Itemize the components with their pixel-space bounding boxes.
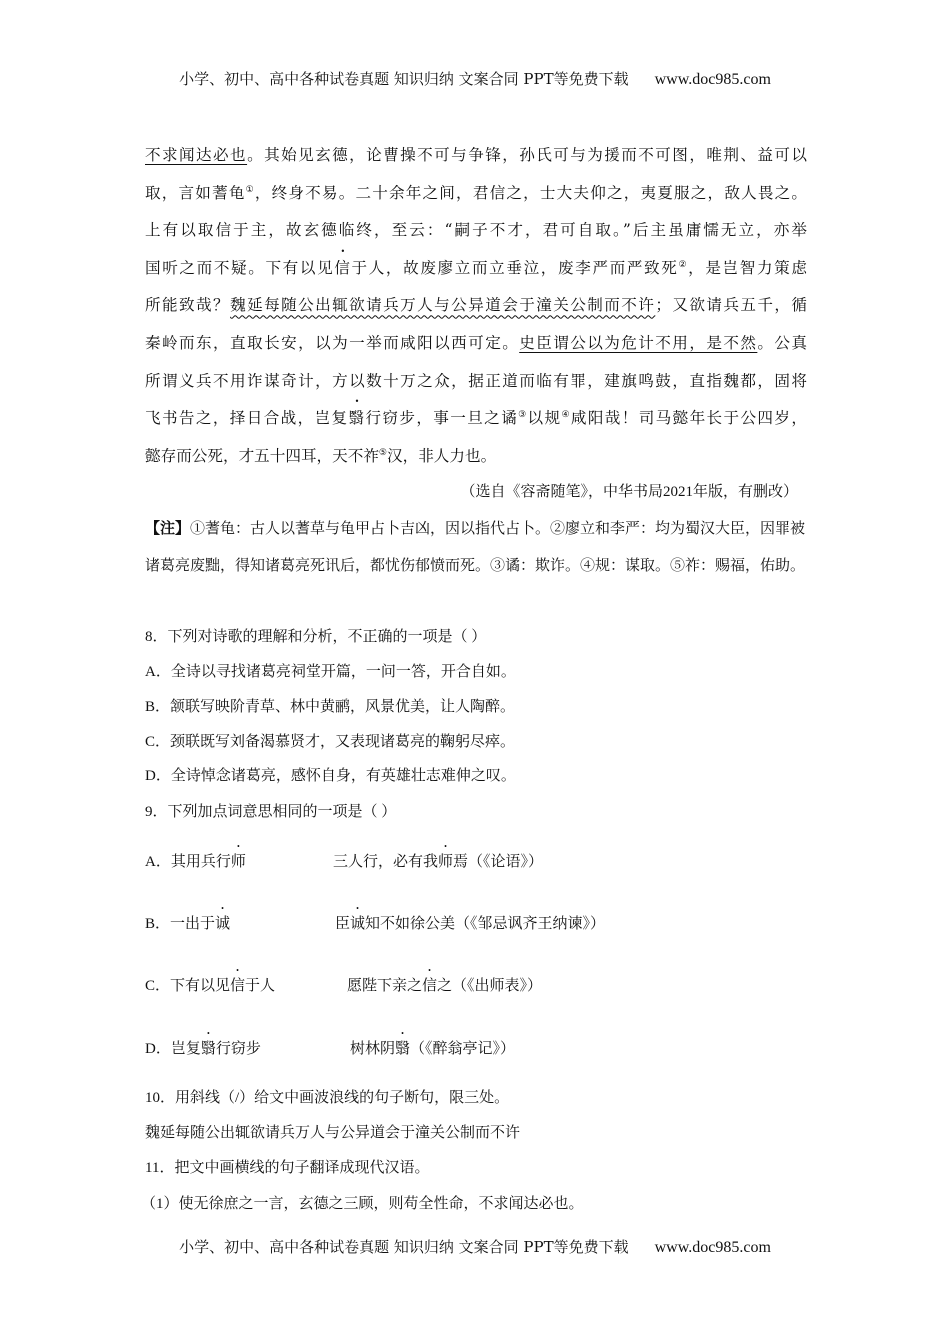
annotation-note <box>145 511 810 586</box>
passage-text: 所谓义兵不用诈谋奇计，方以数十万之众，据正道而临有罪，建旗鸣鼓，直指魏都，固将 <box>145 371 807 390</box>
option-text: 焉（《论语》） <box>453 854 544 870</box>
classical-passage <box>145 137 807 475</box>
dotted-word: 信 <box>334 258 352 277</box>
q8-option-d[interactable]: D．全诗悼念诸葛亮，感怀自身，有英雄壮志难伸之叹。 <box>145 768 516 784</box>
note-text: ①蓍龟：古人以蓍草与龟甲占卜吉凶，因以指代占卜。②廖立和李严：均为蜀汉大臣，因罪被诸葛亮废黜，得知诸葛亮死讯后，都忧伤郁愤而死。③谲：欺诈。④规：谋取。⑤祚：赐福，佑助。 <box>145 521 806 575</box>
footnote-marker: ③ <box>518 409 528 420</box>
option-text: 知不如徐公美（《邹忌讽齐王纳谏》） <box>365 916 606 932</box>
q9-c-right <box>347 974 542 995</box>
page-footer <box>0 1236 950 1257</box>
underlined-sentence-tail: 不求闻达必也 <box>145 146 248 164</box>
header-text: 小学、初中、高中各种试卷真题 知识归纳 文案合同 PPT等免费下载 <box>179 70 629 88</box>
option-text: B．一出于 <box>145 916 216 932</box>
passage-text: 于人，故废廖立而立垂泣，废李严而严致死 <box>351 258 679 277</box>
question-10-sentence: 魏延每随公出辄欲请兵万人与公异道会于潼关公制而不许 <box>145 1125 521 1141</box>
passage-line <box>145 363 807 401</box>
passage-line <box>145 137 807 175</box>
passage-line <box>145 175 807 213</box>
option-text: 臣 <box>335 916 351 932</box>
footnote-marker: ② <box>678 259 689 270</box>
q9-b-left <box>145 912 230 933</box>
q9-a-left <box>145 850 246 871</box>
passage-text: 取，言如蓍龟 <box>145 183 246 202</box>
footnote-marker: ⑤ <box>378 447 387 458</box>
passage-text: 以规 <box>527 409 562 428</box>
passage-text: ，终身不易。二十余年之间，君信之，士大夫仰之，夷夏服之，敌人畏之。 <box>254 183 807 202</box>
dotted-word: 翳 <box>395 1041 411 1057</box>
underlined-sentence: 史臣谓公以为危计不用，是不然 <box>519 333 758 352</box>
passage-text: 汉，非人力也。 <box>387 446 497 465</box>
question-8-stem: 8．下列对诗歌的理解和分析，不正确的一项是（ ） <box>145 629 487 645</box>
passage-text: 国听之而不疑。下有以见 <box>145 258 335 277</box>
option-text: 三人行，必有我 <box>333 854 439 870</box>
dotted-word: 翳 <box>348 409 366 428</box>
question-10-stem: 10．用斜线（/）给文中画波浪线的句子断句，限三处。 <box>145 1090 510 1106</box>
option-text: D．岂复 <box>145 1041 201 1057</box>
note-label: 【注】 <box>145 521 191 537</box>
q9-c-left <box>145 974 275 995</box>
passage-line <box>145 212 807 250</box>
footer-text: 小学、初中、高中各种试卷真题 知识归纳 文案合同 PPT等免费下载 <box>179 1238 629 1256</box>
q9-d-left <box>145 1037 261 1058</box>
passage-text: 懿存而公死，才五十四耳，天不祚 <box>145 446 379 465</box>
footnote-marker: ① <box>245 184 255 195</box>
q9-b-right <box>335 912 605 933</box>
passage-line <box>145 325 807 363</box>
question-11-item-1: （1）使无徐庶之一言，玄德之三顾，则苟全性命，不求闻达必也。 <box>141 1196 584 1212</box>
header-url[interactable]: www.doc985.com <box>654 71 771 88</box>
option-text: （《醉翁亭记》） <box>410 1041 516 1057</box>
passage-text: 飞书告之，择日合战，岂复 <box>145 409 349 428</box>
q9-d-right <box>350 1037 515 1058</box>
option-text: C．下有以见 <box>145 978 231 994</box>
footer-url[interactable]: www.doc985.com <box>654 1239 771 1256</box>
q8-option-a[interactable]: A．全诗以寻找诸葛亮祠堂开篇，一问一答，开合自如。 <box>145 664 516 680</box>
passage-line <box>145 400 807 438</box>
dotted-word: 翳 <box>200 1041 216 1057</box>
option-text: 愿陛下亲之 <box>347 978 423 994</box>
option-text: 于人 <box>245 978 276 994</box>
q9-a-right <box>333 850 543 871</box>
passage-text: 所能致哉？ <box>145 296 231 315</box>
question-9-stem: 9．下列加点词意思相同的一项是（ ） <box>145 804 397 820</box>
passage-text: ，是岂智力策虑 <box>688 258 807 277</box>
passage-text: 上有以取信于主，故玄德临终，至云：“嗣子不才，君可自取。”后主虽庸懦无立，亦举 <box>145 221 807 240</box>
question-11-stem: 11．把文中画横线的句子翻译成现代汉语。 <box>145 1160 430 1176</box>
option-text: 之（《出师表》） <box>437 978 543 994</box>
passage-text: 。其始见玄德，论曹操不可与争锋，孙氏可与为援而不可图，唯荆、益可以 <box>247 146 807 164</box>
dotted-word: 诚 <box>350 916 366 932</box>
option-text: 行窃步 <box>215 1041 261 1057</box>
dotted-word: 诚 <box>215 916 231 932</box>
passage-text: 行窃步，事一旦之谲 <box>365 409 519 428</box>
passage-text: 秦岭而东，直取长安，以为一举而咸阳以西可定。 <box>145 333 520 352</box>
dotted-word: 师 <box>230 854 246 870</box>
wavy-underlined-sentence: 魏延每随公出辄欲请兵万人与公异道会于潼关公制而不许 <box>230 296 656 315</box>
passage-line <box>145 438 807 476</box>
dotted-word: 信 <box>422 978 438 994</box>
passage-line <box>145 250 807 288</box>
q8-option-c[interactable]: C．颈联既写刘备渴慕贤才，又表现诸葛亮的鞠躬尽瘁。 <box>145 734 516 750</box>
passage-text: 。公真 <box>757 333 807 352</box>
source-citation: （选自《容斋随笔》，中华书局2021年版，有删改） <box>460 484 798 500</box>
q8-option-b[interactable]: B．颔联写映阶青草、林中黄鹂，风景优美，让人陶醉。 <box>145 699 516 715</box>
page-header <box>0 68 950 89</box>
footnote-marker: ④ <box>561 409 571 420</box>
passage-text: 咸阳哉！司马懿年长于公四岁， <box>570 409 807 428</box>
passage-line <box>145 287 807 325</box>
option-text: 树林阴 <box>350 1041 396 1057</box>
passage-text: ；又欲请兵五千，循 <box>655 296 807 315</box>
option-text: A．其用兵行 <box>145 854 231 870</box>
dotted-word: 信 <box>230 978 246 994</box>
dotted-word: 师 <box>438 854 454 870</box>
